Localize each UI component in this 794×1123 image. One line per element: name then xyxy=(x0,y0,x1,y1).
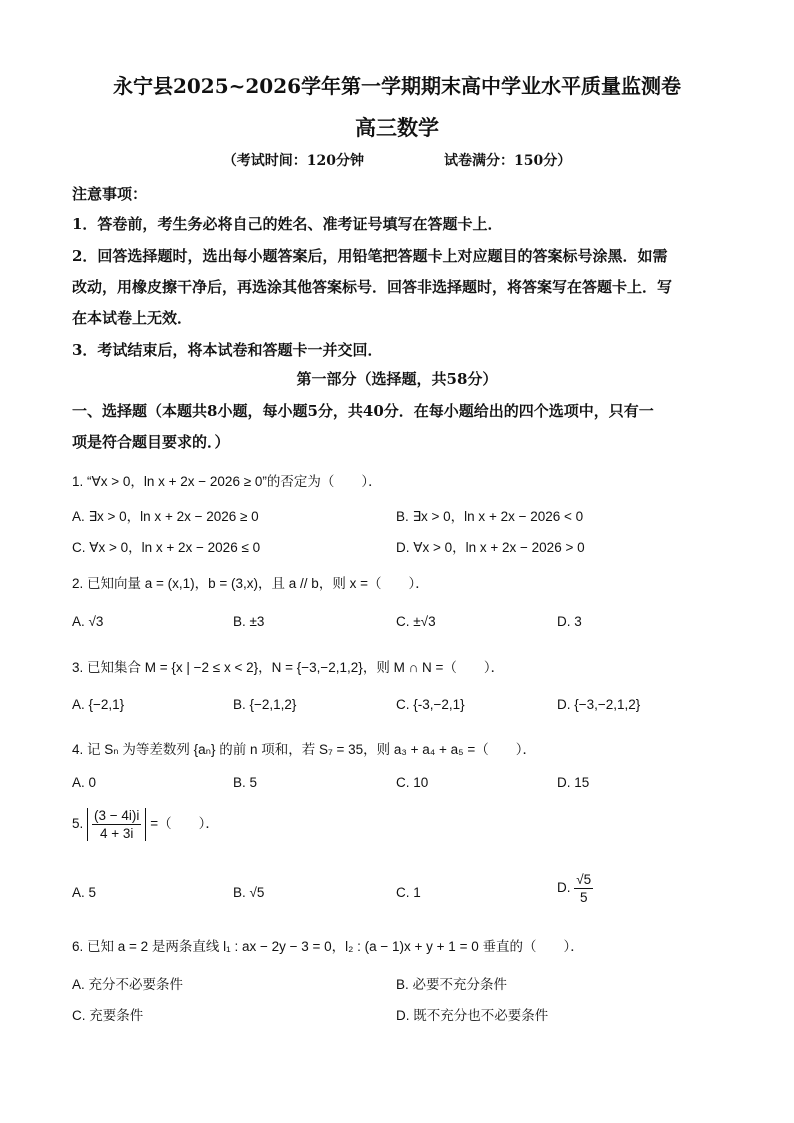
option-d: D. 3 xyxy=(557,614,582,629)
question-stem: 3. 已知集合 M = {x | −2 ≤ x < 2}，N = {−3,−2,1,2}，则 M ∩ N =（ ）． xyxy=(72,660,505,675)
fraction-numerator: √5 xyxy=(576,872,592,887)
notice-line: 1．答卷前，考生务必将自己的姓名、准考证号填写在答题卡上． xyxy=(72,215,503,233)
option-b: B. √5 xyxy=(233,885,265,900)
option-c: C. {-3,−2,1} xyxy=(396,697,465,712)
option-d xyxy=(557,872,593,905)
question-stem: 4. 记 Sₙ 为等差数列 {aₙ} 的前 n 项和，若 S₇ = 35，则 a₃ + a₄ + a₅ =（ ）． xyxy=(72,742,536,757)
option-label: D. xyxy=(557,880,571,896)
notice-line: 3．考试结束后，将本试卷和答题卡一并交回． xyxy=(72,341,383,359)
question-stem xyxy=(72,808,219,841)
notice-line: 改动，用橡皮擦干净后，再选涂其他答案标号．回答非选择题时，将答案写在答题卡上．写 xyxy=(72,278,673,296)
option-a: A. 0 xyxy=(72,775,97,790)
option-a: A. 5 xyxy=(72,885,97,900)
notice-line: 2．回答选择题时，选出每小题答案后，用铅笔把答题卡上对应题目的答案标号涂黑．如需 xyxy=(72,247,668,265)
exam-time: （考试时间：120分钟 xyxy=(222,153,364,169)
option-c: C. ∀x > 0，ln x + 2x − 2026 ≤ 0 xyxy=(72,540,261,555)
fraction xyxy=(574,872,593,905)
option-b: B. 必要不充分条件 xyxy=(396,977,508,992)
exam-score: 试卷满分：150分） xyxy=(444,153,572,169)
fraction-denominator: 4 + 3i xyxy=(100,826,134,841)
option-c: C. 10 xyxy=(396,775,429,790)
notice-line: 在本试卷上无效． xyxy=(72,309,193,327)
exam-subtitle: 高三数学 xyxy=(355,115,439,140)
question-stem: 6. 已知 a = 2 是两条直线 l₁ : ax − 2y − 3 = 0，l₂ : (a − 1)x + y + 1 = 0 垂直的（ ）． xyxy=(72,939,584,954)
question-stem: 1. “∀x > 0，ln x + 2x − 2026 ≥ 0”的否定为（ ）． xyxy=(72,474,382,489)
option-a: A. √3 xyxy=(72,614,104,629)
option-c: C. ±√3 xyxy=(396,614,436,629)
option-b: B. ±3 xyxy=(233,614,265,629)
option-d: D. {−3,−2,1,2} xyxy=(557,697,641,712)
part-title: 第一部分（选择题，共58分） xyxy=(296,370,498,388)
exam-meta xyxy=(0,150,794,170)
option-b: B. 5 xyxy=(233,775,258,790)
fraction xyxy=(92,808,141,841)
exam-title: 永宁县2025~2026学年第一学期期末高中学业水平质量监测卷 xyxy=(112,74,682,98)
question-stem: 2. 已知向量 a = (x,1)，b = (3,x)，且 a // b，则 x =（ ）． xyxy=(72,576,429,591)
option-d: D. ∀x > 0，ln x + 2x − 2026 > 0 xyxy=(396,540,585,555)
section-intro: 项是符合题目要求的．） xyxy=(72,433,230,451)
notice-heading: 注意事项： xyxy=(72,185,148,203)
option-a: A. 充分不必要条件 xyxy=(72,977,184,992)
option-c: C. 1 xyxy=(396,885,421,900)
option-a: A. ∃x > 0，ln x + 2x − 2026 ≥ 0 xyxy=(72,509,259,524)
modulus-expression xyxy=(87,808,146,841)
question-number: 5. xyxy=(72,816,84,832)
fraction-denominator: 5 xyxy=(579,890,588,905)
fraction-numerator: (3 − 4i)i xyxy=(94,808,140,823)
question-suffix: =（ ）． xyxy=(150,816,219,832)
option-d: D. 既不充分也不必要条件 xyxy=(396,1008,549,1023)
option-b: B. {−2,1,2} xyxy=(233,697,297,712)
option-a: A. {−2,1} xyxy=(72,697,125,712)
section-intro: 一、选择题（本题共8小题，每小题5分，共40分．在每小题给出的四个选项中，只有一 xyxy=(72,402,654,420)
option-d: D. 15 xyxy=(557,775,590,790)
option-c: C. 充要条件 xyxy=(72,1008,144,1023)
option-b: B. ∃x > 0，ln x + 2x − 2026 < 0 xyxy=(396,509,584,524)
